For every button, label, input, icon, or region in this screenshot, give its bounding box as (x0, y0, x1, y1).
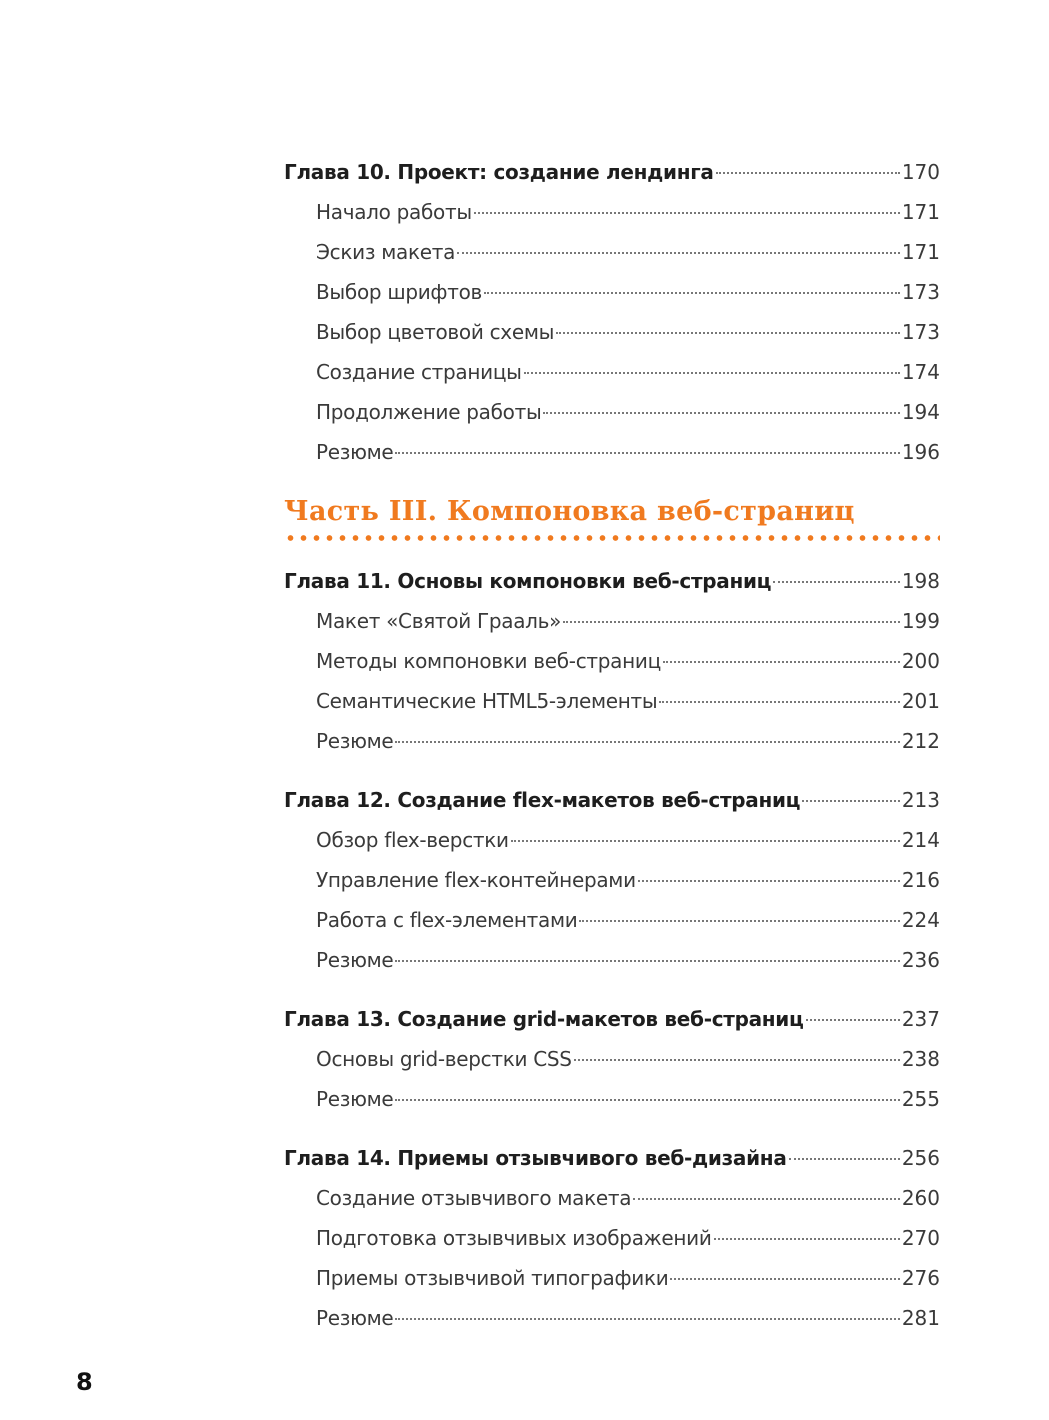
toc-entry[interactable] (284, 1039, 940, 1079)
dot-leader (395, 452, 899, 454)
dot-leader (663, 661, 900, 663)
page-ref: 237 (901, 1007, 940, 1031)
chapter-heading[interactable] (284, 152, 940, 192)
dot-leader (556, 332, 900, 334)
entry-title: Продолжение работы (316, 400, 542, 424)
chapter-10 (284, 152, 940, 472)
toc-entry[interactable] (284, 940, 940, 980)
entry-title: Начало работы (316, 200, 472, 224)
entry-title: Подготовка отзывчивых изображений (316, 1226, 712, 1250)
page-ref: 214 (901, 828, 940, 852)
page-ref: 174 (901, 360, 940, 384)
table-of-contents (284, 152, 940, 1357)
entry-title: Резюме (316, 1306, 394, 1330)
page-ref: 260 (901, 1186, 940, 1210)
page-ref: 212 (901, 729, 940, 753)
dot-leader (806, 1019, 900, 1021)
chapter-13 (284, 999, 940, 1119)
entry-title: Выбор шрифтов (316, 280, 483, 304)
entry-title: Приемы отзывчивой типографики (316, 1266, 669, 1290)
toc-entry[interactable] (284, 392, 940, 432)
dot-leader (511, 840, 900, 842)
dot-leader (789, 1158, 900, 1160)
toc-entry[interactable] (284, 900, 940, 940)
page-ref: 173 (901, 320, 940, 344)
entry-title: Обзор flex-верстки (316, 828, 509, 852)
entry-title: Эскиз макета (316, 240, 456, 264)
entry-title: Методы компоновки веб-страниц (316, 649, 661, 673)
chapter-heading[interactable] (284, 1138, 940, 1178)
dot-leader (457, 252, 900, 254)
page-ref: 170 (901, 160, 940, 184)
toc-entry[interactable] (284, 1258, 940, 1298)
dot-leader (659, 701, 899, 703)
toc-entry[interactable] (284, 1178, 940, 1218)
part-title[interactable]: Часть III. Компоновка веб-страниц (284, 496, 855, 527)
dot-leader (773, 581, 900, 583)
chapter-12 (284, 780, 940, 980)
dot-leader (395, 960, 899, 962)
page-ref: 201 (901, 689, 940, 713)
toc-entry[interactable] (284, 721, 940, 761)
chapter-title: Глава 13. Создание grid-макетов веб-страниц (284, 1007, 804, 1031)
entry-title: Создание отзывчивого макета (316, 1186, 632, 1210)
page-ref: 194 (901, 400, 940, 424)
toc-entry[interactable] (284, 641, 940, 681)
chapter-11 (284, 561, 940, 761)
chapter-title: Глава 12. Создание flex-макетов веб-страниц (284, 788, 801, 812)
toc-entry[interactable] (284, 681, 940, 721)
dot-leader (395, 741, 899, 743)
dot-leader (474, 212, 900, 214)
entry-title: Семантические HTML5-элементы (316, 689, 658, 713)
toc-entry[interactable] (284, 192, 940, 232)
page-ref: 255 (901, 1087, 940, 1111)
chapter-title: Глава 10. Проект: создание лендинга (284, 160, 714, 184)
page-ref: 270 (901, 1226, 940, 1250)
toc-entry[interactable] (284, 312, 940, 352)
dot-leader (484, 292, 900, 294)
page-ref: 281 (901, 1306, 940, 1330)
dotted-divider (284, 534, 940, 542)
toc-entry[interactable] (284, 432, 940, 472)
toc-entry[interactable] (284, 1079, 940, 1119)
page-ref: 216 (901, 868, 940, 892)
chapter-title: Глава 14. Приемы отзывчивого веб-дизайна (284, 1146, 787, 1170)
entry-title: Работа с flex-элементами (316, 908, 578, 932)
toc-entry[interactable] (284, 352, 940, 392)
dot-leader (638, 880, 900, 882)
dot-leader (395, 1318, 899, 1320)
page-ref: 198 (901, 569, 940, 593)
page-ref: 238 (901, 1047, 940, 1071)
chapter-14 (284, 1138, 940, 1338)
chapter-heading[interactable] (284, 561, 940, 601)
page-ref: 276 (901, 1266, 940, 1290)
dot-leader (524, 372, 900, 374)
toc-entry[interactable] (284, 601, 940, 641)
toc-entry[interactable] (284, 1298, 940, 1338)
dot-leader (714, 1238, 900, 1240)
entry-title: Выбор цветовой схемы (316, 320, 555, 344)
page-ref: 236 (901, 948, 940, 972)
entry-title: Основы grid-верстки CSS (316, 1047, 572, 1071)
entry-title: Управление flex-контейнерами (316, 868, 636, 892)
dot-leader (395, 1099, 899, 1101)
dot-leader (563, 621, 900, 623)
toc-entry[interactable] (284, 272, 940, 312)
dot-leader (543, 412, 899, 414)
toc-entry[interactable] (284, 820, 940, 860)
entry-title: Резюме (316, 948, 394, 972)
page-ref: 256 (901, 1146, 940, 1170)
entry-title: Создание страницы (316, 360, 522, 384)
dot-leader (579, 920, 899, 922)
chapter-title: Глава 11. Основы компоновки веб-страниц (284, 569, 772, 593)
entry-title: Резюме (316, 440, 394, 464)
page-ref: 224 (901, 908, 940, 932)
entry-title: Резюме (316, 729, 394, 753)
page-ref: 173 (901, 280, 940, 304)
toc-entry[interactable] (284, 232, 940, 272)
page-ref: 196 (901, 440, 940, 464)
toc-entry[interactable] (284, 1218, 940, 1258)
toc-entry[interactable] (284, 860, 940, 900)
page-ref: 213 (901, 788, 940, 812)
page-ref: 200 (901, 649, 940, 673)
dot-leader (802, 800, 900, 802)
dot-leader (716, 172, 900, 174)
chapter-heading[interactable] (284, 999, 940, 1039)
part-3-header (284, 492, 940, 542)
page-ref: 199 (901, 609, 940, 633)
entry-title: Резюме (316, 1087, 394, 1111)
dot-leader (633, 1198, 900, 1200)
page-number: 8 (76, 1368, 93, 1396)
chapter-heading[interactable] (284, 780, 940, 820)
page-ref: 171 (901, 200, 940, 224)
dot-leader (574, 1059, 900, 1061)
entry-title: Макет «Святой Грааль» (316, 609, 562, 633)
dot-leader (670, 1278, 899, 1280)
page-ref: 171 (901, 240, 940, 264)
